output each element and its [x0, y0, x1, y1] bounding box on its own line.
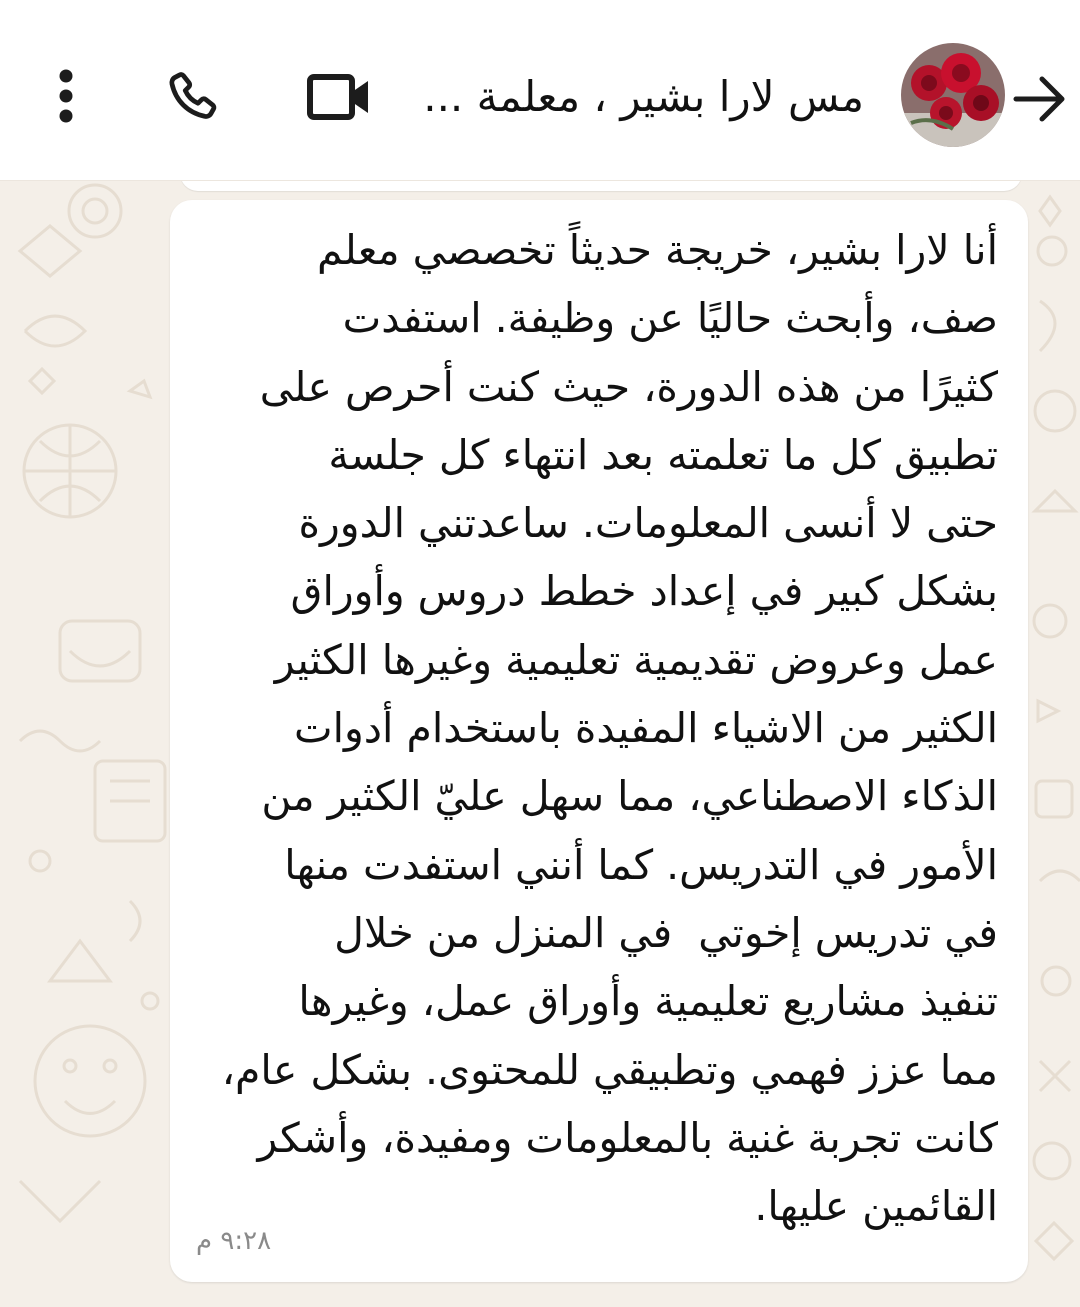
more-options-button[interactable]: [36, 60, 96, 132]
arrow-right-icon: [1012, 75, 1068, 123]
previous-message-bubble: [180, 181, 1022, 191]
message-bubble[interactable]: [170, 200, 1028, 1282]
chat-header: [0, 0, 1080, 181]
contact-name[interactable]: مس لارا بشير ، معلمة ...: [423, 72, 864, 121]
message-text: أنا لارا بشير، خريجة حديثاً تخصصي معلم صف، وأبحث حاليًا عن وظيفة. استفدت كثيرًا من هذه الدورة، حيث كنت أحرص على تطبيق كل ما تعلمته بعد انتهاء كل جلسة حتى لا أنسى المعلومات. ساعدتني الدورة بشكل كبير في إعداد خطط دروس وأوراق عمل وعروض تقديمية تعليمية وغيرها الكثير الكثير من الاشياء المفيدة باستخدام أدوات الذكاء الاصطناعي، مما سهل عليّ الكثير من الأمور في التدريس. كما أنني استفدت منها في تدريس إخوتي في المنزل من خلال تنفيذ مشاريع تعليمية وأوراق عمل، وغيرها مما عزز فهمي وتطبيقي للمحتوى. بشكل عام، كانت تجربة غنية بالمعلومات ومفيدة، وأشكر القائمين عليها.: [221, 226, 998, 1231]
video-camera-icon: [306, 73, 372, 121]
contact-avatar[interactable]: [901, 43, 1005, 147]
chat-area[interactable]: [0, 181, 1080, 1307]
roses-avatar-image: [901, 43, 1005, 147]
video-call-button[interactable]: [296, 62, 382, 132]
phone-icon: [163, 68, 223, 128]
more-vertical-icon: [54, 66, 78, 126]
back-button[interactable]: [1004, 66, 1076, 132]
voice-call-button[interactable]: [150, 58, 236, 138]
message-timestamp: ٩:٢٨ م: [196, 1226, 272, 1256]
